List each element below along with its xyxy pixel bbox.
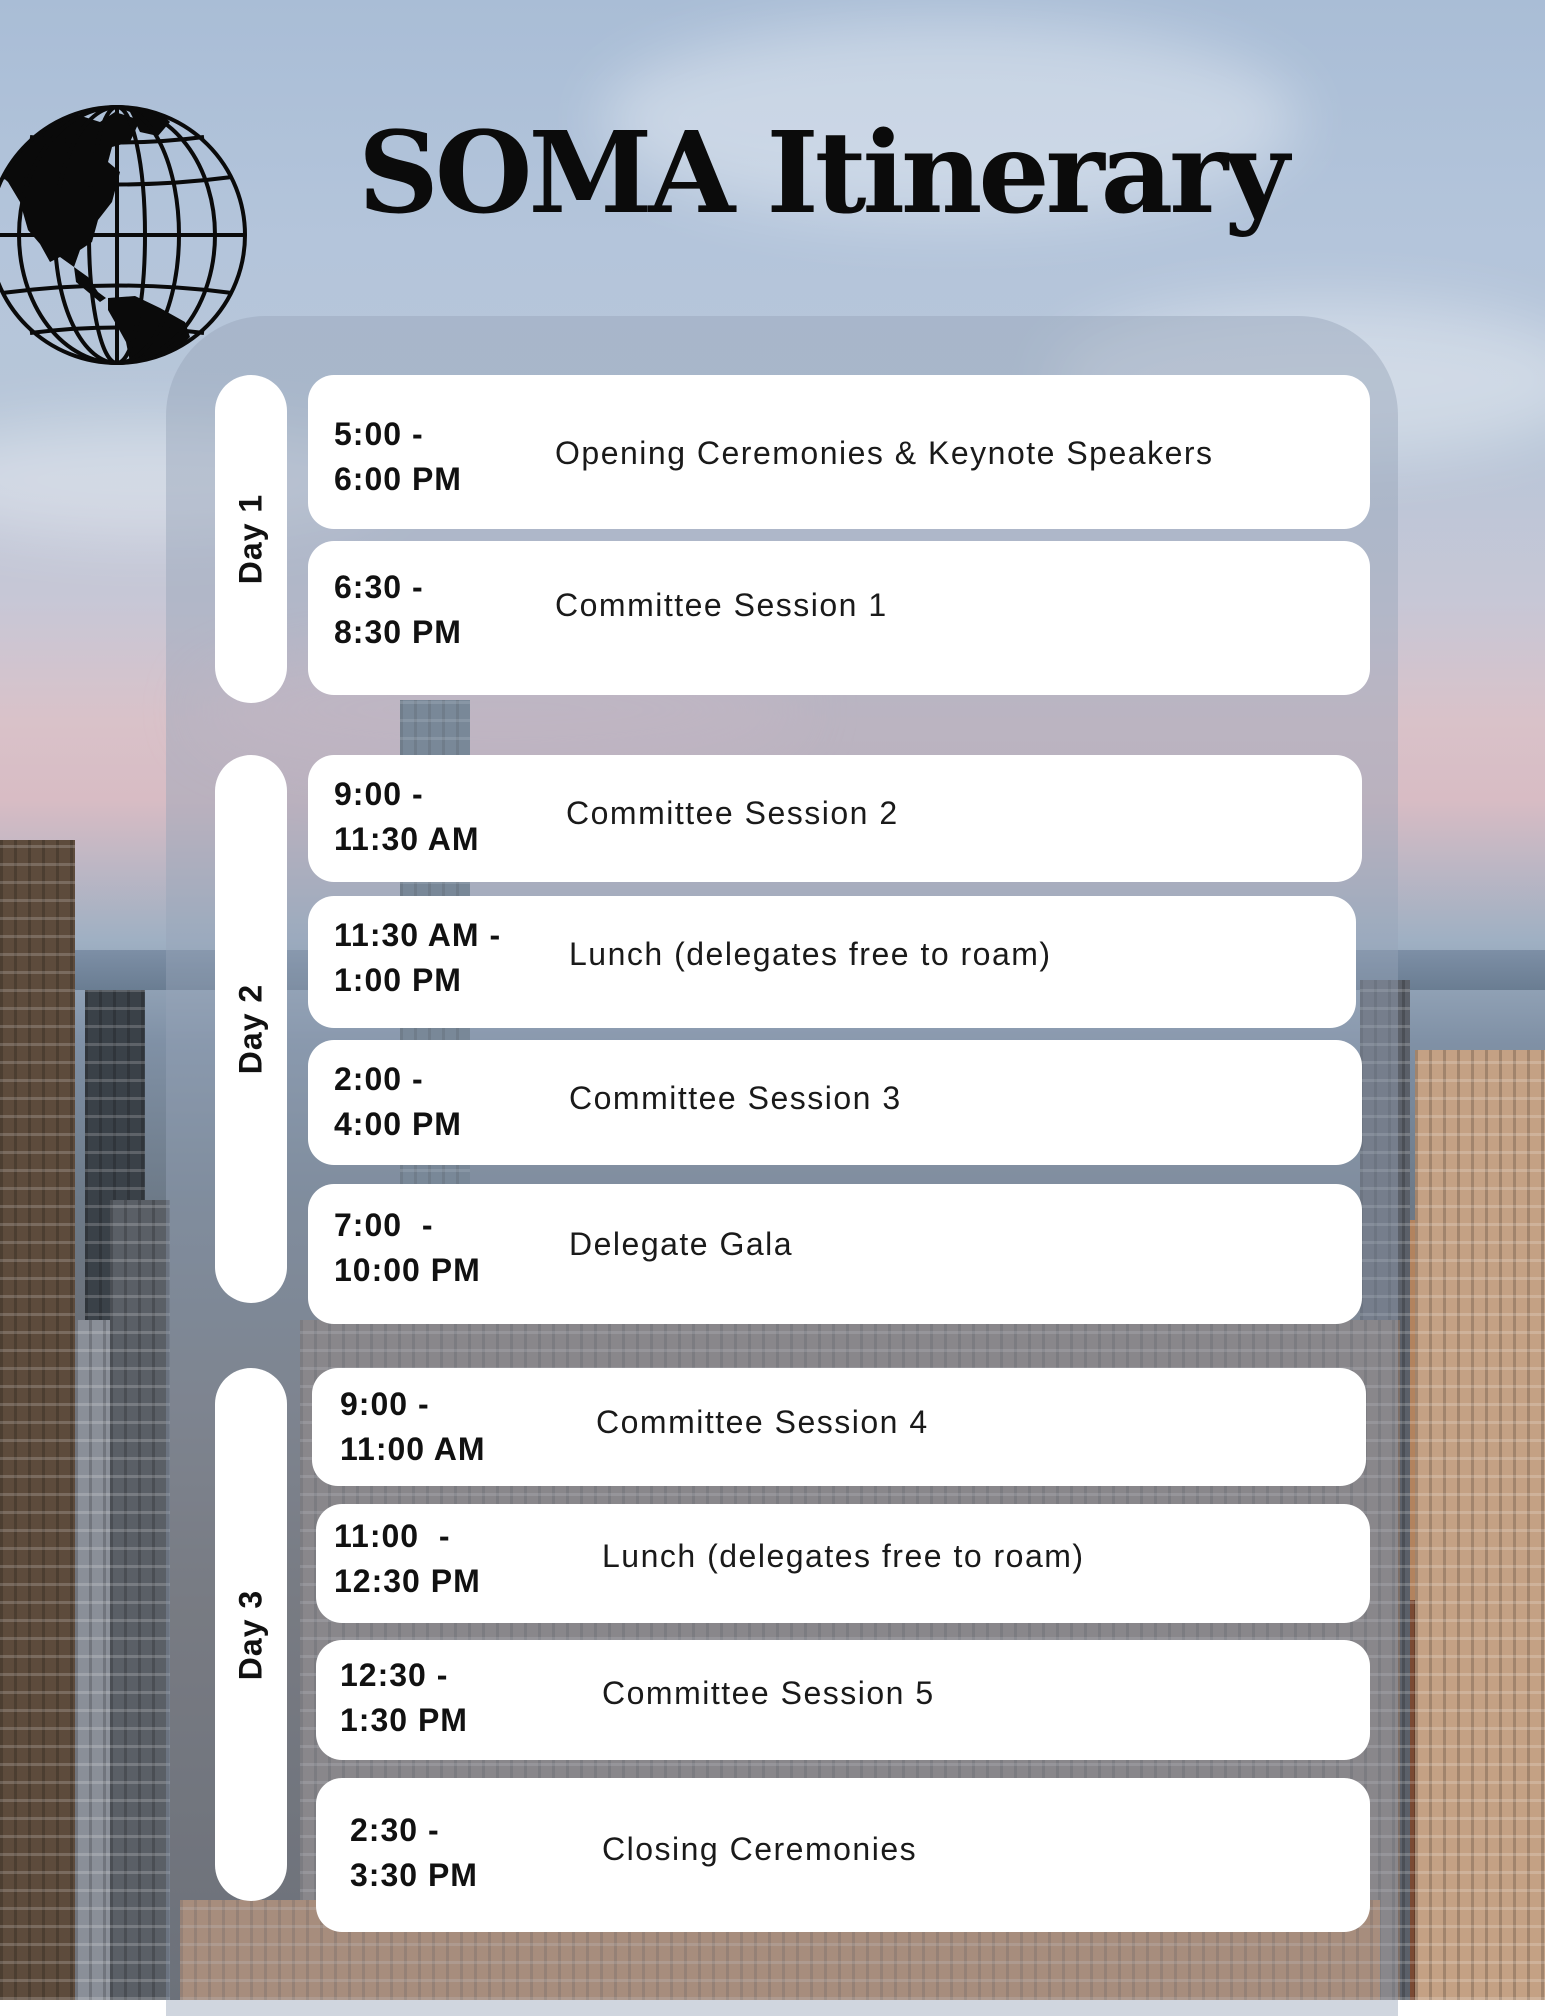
event-name: Committee Session 1 [555, 587, 888, 623]
page-title: SOMA Itinerary [358, 108, 1286, 239]
day-label-text: Day 1 [232, 493, 269, 585]
event-time: 7:00 - 10:00 PM [334, 1207, 481, 1288]
event-card [308, 1184, 1362, 1324]
event-time: 11:00 - 12:30 PM [334, 1518, 481, 1599]
event-time: 2:30 - 3:30 PM [350, 1812, 478, 1893]
event-name: Lunch (delegates free to roam) [602, 1538, 1085, 1574]
event-time: 6:30 - 8:30 PM [334, 569, 462, 650]
event-name: Committee Session 5 [602, 1675, 935, 1711]
day-label-2 [215, 755, 287, 1303]
event-time: 9:00 - 11:30 AM [334, 776, 480, 857]
event-name: Opening Ceremonies & Keynote Speakers [555, 435, 1214, 471]
event-name: Committee Session 2 [566, 795, 899, 831]
event-card [316, 1640, 1370, 1760]
event-name: Closing Ceremonies [602, 1831, 918, 1867]
event-time: 11:30 AM - 1:00 PM [334, 917, 502, 998]
event-name: Committee Session 4 [596, 1404, 929, 1440]
day-label-text: Day 2 [232, 983, 269, 1075]
event-name: Delegate Gala [569, 1226, 794, 1262]
event-card [308, 375, 1370, 529]
event-time: 9:00 - 11:00 AM [340, 1386, 486, 1467]
event-time: 2:00 - 4:00 PM [334, 1061, 462, 1142]
event-card [308, 541, 1370, 695]
event-card [308, 896, 1356, 1028]
event-name: Committee Session 3 [569, 1080, 902, 1116]
event-time: 5:00 - 6:00 PM [334, 416, 462, 497]
day-label-1 [215, 375, 287, 703]
event-card [316, 1504, 1370, 1623]
event-card [316, 1778, 1370, 1932]
day-label-3 [215, 1368, 287, 1901]
event-card [312, 1368, 1366, 1486]
event-card [308, 1040, 1362, 1165]
event-card [308, 755, 1362, 882]
day-label-text: Day 3 [232, 1589, 269, 1680]
event-time: 12:30 - 1:30 PM [340, 1657, 468, 1738]
event-name: Lunch (delegates free to roam) [569, 936, 1052, 972]
